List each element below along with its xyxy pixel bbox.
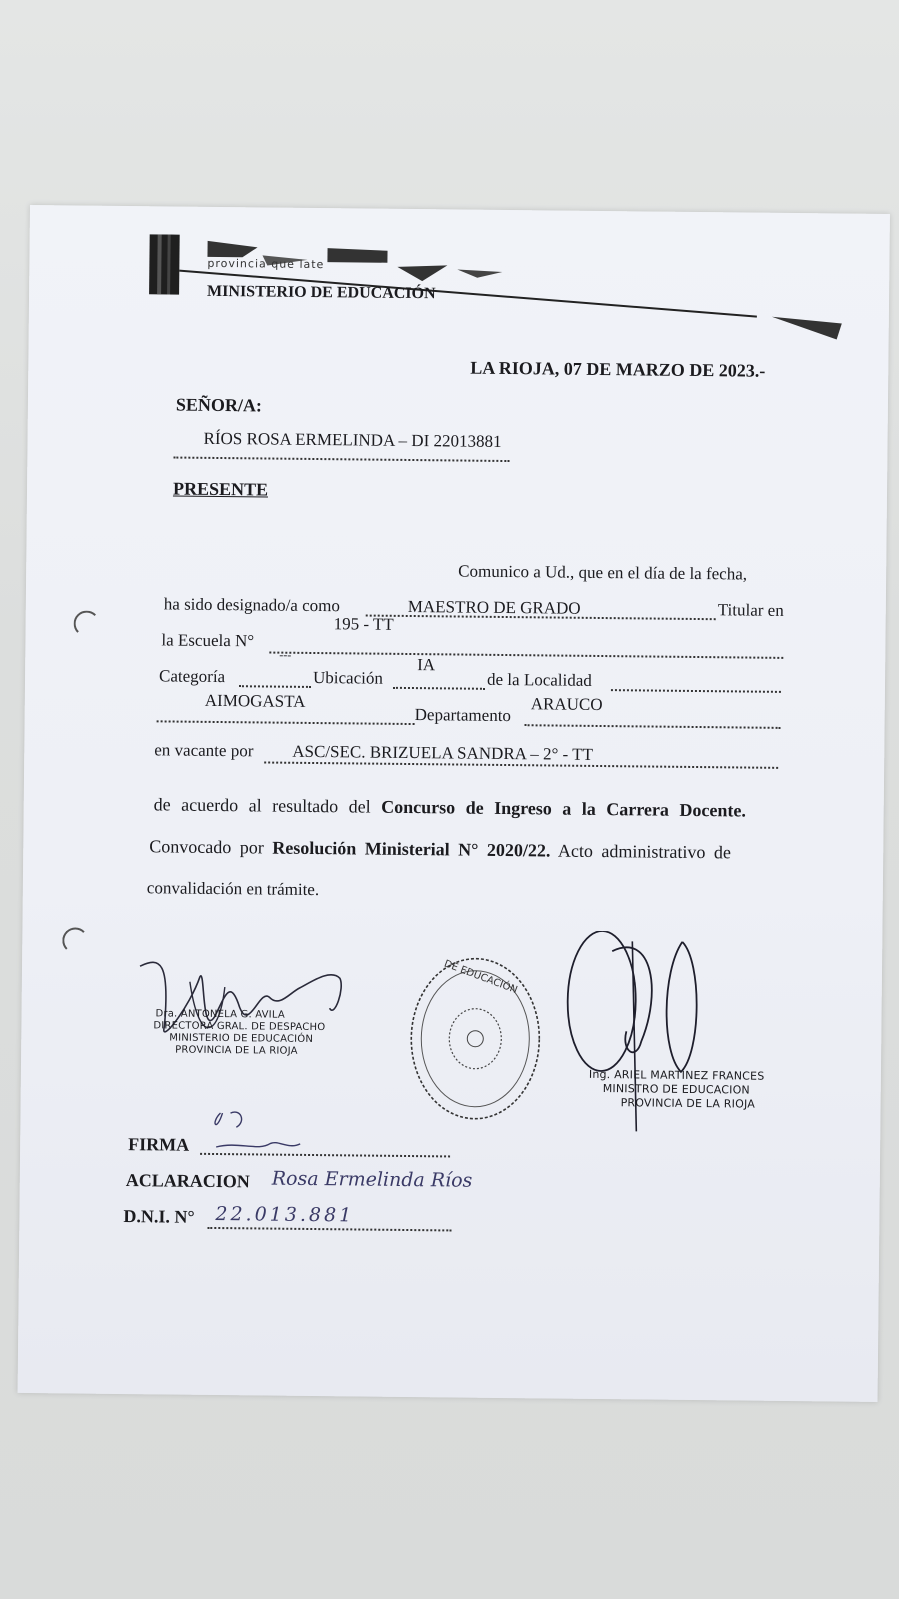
intro-text: Comunico a Ud., que en el día de la fecha, <box>458 561 748 584</box>
ubicacion-label: Ubicación <box>312 667 384 688</box>
categoria-value: --- <box>279 647 292 662</box>
signature-right-scribble <box>540 930 782 1143</box>
vacante-value: ASC/SEC. BRIZUELA SANDRA – 2° - TT <box>292 741 594 764</box>
recipient-dotted-line <box>173 457 509 463</box>
aclaracion-value: Rosa Ermelinda Ríos <box>271 1167 473 1192</box>
paragraph-resolucion-bold: Resolución Ministerial N° 2020/22. <box>272 837 551 861</box>
firma-label: FIRMA <box>128 1134 190 1155</box>
punch-hole-bottom <box>62 927 88 953</box>
paragraph-convalidacion: convalidación en trámite. <box>146 878 320 900</box>
brand-tagline: provincia que late <box>207 256 325 272</box>
localidad-label: de la Localidad <box>486 669 592 690</box>
localidad-dotted-line <box>611 689 781 693</box>
categoria-dotted-line <box>239 685 311 688</box>
signature-right-title: MINISTRO DE EDUCACION <box>602 1082 750 1097</box>
escuela-label: la Escuela N° <box>161 630 255 651</box>
signature-right-province: PROVINCIA DE LA RIOJA <box>620 1096 756 1111</box>
paragraph-concurso-bold: Concurso de Ingreso a la Carrera Docente. <box>381 796 747 821</box>
signature-right <box>540 930 782 1143</box>
official-seal <box>404 953 546 1124</box>
dni-label: D.N.I. N° <box>123 1206 195 1227</box>
signature-left <box>129 946 370 1079</box>
designado-value: MAESTRO DE GRADO <box>407 596 581 618</box>
categoria-label: Categoría <box>158 666 226 687</box>
ubicacion-value: IA <box>417 655 436 675</box>
vacante-label: en vacante por <box>154 740 254 761</box>
date-line: LA RIOJA, 07 DE MARZO DE 2023.- <box>470 357 766 381</box>
recipient-name: RÍOS ROSA ERMELINDA – DI 22013881 <box>203 428 502 451</box>
salutation: SEÑOR/A: <box>175 394 263 416</box>
departamento-value: ARAUCO <box>530 694 603 715</box>
paragraph-resolucion-text2: Acto administrativo de <box>550 840 732 863</box>
ministry-name: MINISTERIO DE EDUCACIÓN <box>207 282 436 303</box>
paragraph-concurso-text: de acuerdo al resultado del <box>153 794 382 817</box>
seal-text: DE EDUCACIÓN <box>442 958 519 997</box>
ministry-logo <box>147 234 868 342</box>
signature-left-ministry: MINISTERIO DE EDUCACIÓN <box>169 1032 314 1046</box>
departamento-label: Departamento <box>414 705 512 726</box>
aclaracion-label: ACLARACION <box>125 1170 250 1192</box>
dni-dotted-line <box>207 1227 451 1232</box>
signature-left-name: Dra. ANTONELA G. AVILA <box>155 1008 285 1021</box>
signature-left-province: PROVINCIA DE LA RIOJA <box>175 1044 298 1057</box>
titular-label: Titular en <box>717 600 784 620</box>
ubicacion-dotted-line <box>393 687 485 690</box>
paragraph-concurso <box>154 794 746 821</box>
presente-heading: PRESENTE <box>172 478 269 500</box>
signature-right-name: Ing. ARIEL MARTÍNEZ FRANCES <box>588 1067 765 1083</box>
escuela-value: 195 - TT <box>333 614 394 634</box>
firma-handwritten-signature <box>208 1103 319 1164</box>
punch-hole-top <box>73 610 99 636</box>
dni-value: 22.013.881 <box>215 1202 355 1227</box>
localidad-value-dotted-line <box>157 720 415 725</box>
signature-left-title: DIRECTORA GRAL. DE DESPACHO <box>153 1020 326 1034</box>
localidad-value: AIMOGASTA <box>204 690 306 711</box>
paragraph-resolucion <box>149 836 731 863</box>
designado-label: ha sido designado/a como <box>163 594 341 616</box>
escuela-dotted-line <box>269 652 783 659</box>
document-page <box>18 205 890 1402</box>
paragraph-resolucion-text: Convocado por <box>149 836 273 858</box>
departamento-dotted-line <box>525 724 781 729</box>
